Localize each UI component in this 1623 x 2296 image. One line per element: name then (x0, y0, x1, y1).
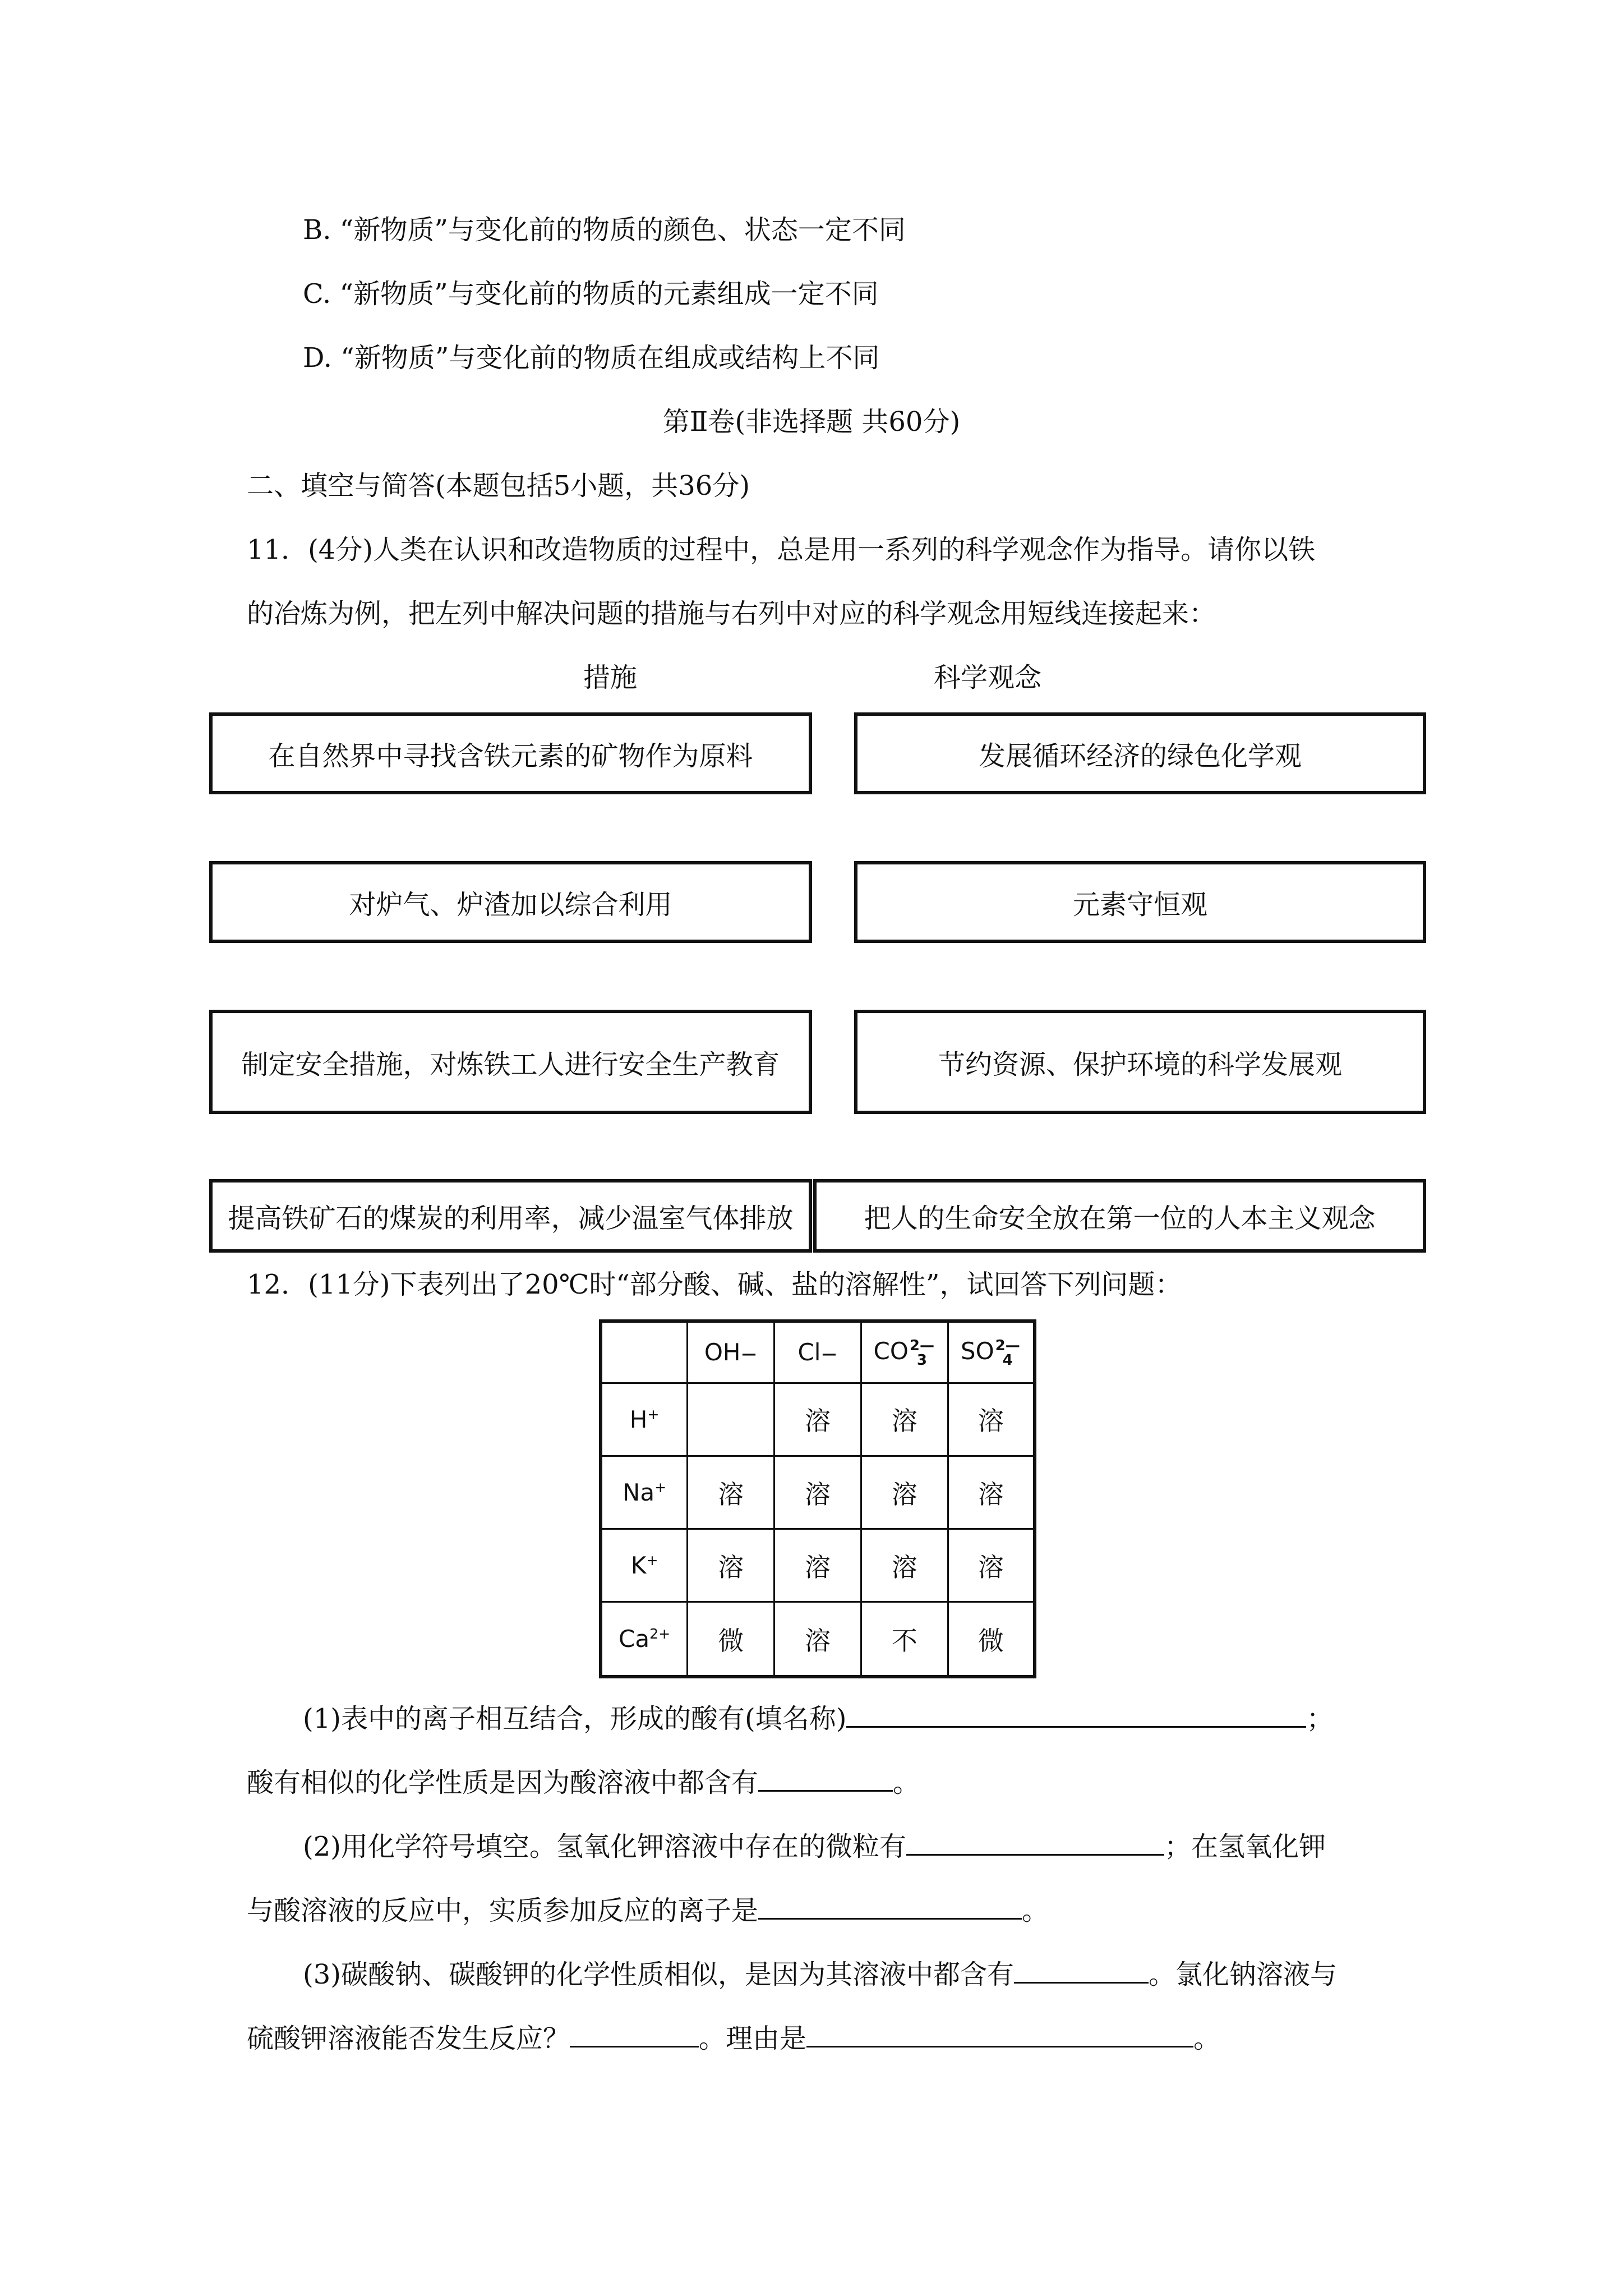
cation-header: Na+ (601, 1456, 688, 1529)
answer-blank-can-react[interactable] (570, 2021, 699, 2047)
anion-header: SO 2— 4 (948, 1321, 1035, 1383)
anion-header: OH — (688, 1321, 774, 1383)
concept-label: 把人的生命安全放在第一位的人本主义观念 (864, 1203, 1376, 1234)
measure-box-4[interactable] (209, 1179, 812, 1253)
q11-right-header: 科学观念 (934, 662, 1042, 693)
anion-header: Cl — (774, 1321, 861, 1383)
anion-header: CO 2— 3 (861, 1321, 948, 1383)
concept-box-3[interactable] (854, 1010, 1426, 1114)
measure-box-3[interactable] (209, 1010, 812, 1114)
table-row (601, 1456, 1035, 1529)
measure-label: 提高铁矿石的煤炭的利用率，减少温室气体排放 (228, 1203, 794, 1234)
table-corner-cell (601, 1321, 688, 1383)
answer-blank-common-ion[interactable] (758, 1765, 893, 1792)
table-row (601, 1383, 1035, 1456)
measure-box-1[interactable] (209, 712, 812, 794)
q12-p1-line2: 酸有相似的化学性质是因为酸溶液中都含有 。 (247, 1765, 920, 1801)
table-cell: 溶 (948, 1456, 1035, 1529)
q11-line1: 11．(4分)人类在认识和改造物质的过程中，总是用一系列的科学观念作为指导。请你以铁 (247, 534, 1316, 565)
concept-box-2[interactable] (854, 861, 1426, 943)
table-cell: 微 (948, 1602, 1035, 1677)
answer-blank-particles[interactable] (906, 1829, 1164, 1856)
table-header-row (601, 1321, 1035, 1383)
answer-blank-acids[interactable] (846, 1701, 1306, 1728)
solubility-table (599, 1319, 1036, 1678)
cation-header: K+ (601, 1529, 688, 1602)
section2-heading: 二、填空与简答(本题包括5小题，共36分) (247, 470, 750, 501)
table-cell: 溶 (861, 1383, 948, 1456)
measure-box-2[interactable] (209, 861, 812, 943)
cation-header: $Ca^{2+}$ (601, 1602, 688, 1677)
measure-label: 制定安全措施，对炼铁工人进行安全生产教育 (241, 1048, 780, 1080)
cation-header: H+ (601, 1383, 688, 1456)
answer-blank-reacting-ions[interactable] (758, 1893, 1022, 1920)
concept-box-1[interactable] (854, 712, 1426, 794)
answer-blank-carbonate-ion[interactable] (1014, 1957, 1149, 1984)
table-cell: 溶 (861, 1529, 948, 1602)
concept-label: 发展循环经济的绿色化学观 (978, 740, 1302, 772)
table-cell: 溶 (948, 1383, 1035, 1456)
table-row (601, 1602, 1035, 1677)
table-cell: 微 (688, 1602, 774, 1677)
measure-label: 对炉气、炉渣加以综合利用 (349, 889, 672, 921)
answer-blank-reason[interactable] (806, 2021, 1193, 2047)
table-cell: 溶 (688, 1529, 774, 1602)
table-cell: 溶 (688, 1456, 774, 1529)
part2-title: 第Ⅱ卷(非选择题 共60分) (662, 406, 961, 438)
table-cell: 不 (861, 1602, 948, 1677)
table-cell (688, 1383, 774, 1456)
q11-left-header: 措施 (583, 662, 638, 693)
table-cell: 溶 (774, 1602, 861, 1677)
table-cell: 溶 (861, 1456, 948, 1529)
q12-intro: 12．(11分)下表列出了20℃时“部分酸、碱、盐的溶解性”，试回答下列问题： (247, 1269, 1182, 1300)
q12-p1-line1: (1)表中的离子相互结合，形成的酸有(填名称) ； (303, 1701, 1333, 1737)
measure-label: 在自然界中寻找含铁元素的矿物作为原料 (268, 740, 753, 772)
option-c: C. “新物质”与变化前的物质的元素组成一定不同 (303, 278, 879, 310)
q12-p2-line1: (2)用化学符号填空。氢氧化钾溶液中存在的微粒有 ；在氢氧化钾 (303, 1829, 1326, 1865)
concept-label: 节约资源、保护环境的科学发展观 (938, 1048, 1342, 1080)
option-b: B. “新物质”与变化前的物质的颜色、状态一定不同 (303, 214, 906, 246)
concept-box-4[interactable] (813, 1179, 1426, 1253)
table-cell: 溶 (774, 1383, 861, 1456)
concept-label: 元素守恒观 (1072, 889, 1207, 921)
table-cell: 溶 (948, 1529, 1035, 1602)
q12-p2-line2: 与酸溶液的反应中，实质参加反应的离子是 。 (247, 1893, 1049, 1929)
option-d: D. “新物质”与变化前的物质在组成或结构上不同 (303, 342, 880, 374)
q12-p3-line2: 硫酸钾溶液能否发生反应？ 。理由是 。 (247, 2021, 1220, 2056)
q11-line2: 的冶炼为例，把左列中解决问题的措施与右列中对应的科学观念用短线连接起来： (247, 598, 1216, 629)
table-cell: 溶 (774, 1529, 861, 1602)
q12-p3-line1: (3)碳酸钠、碳酸钾的化学性质相似，是因为其溶液中都含有 。氯化钠溶液与 (303, 1957, 1337, 1993)
table-cell: 溶 (774, 1456, 861, 1529)
table-row (601, 1529, 1035, 1602)
